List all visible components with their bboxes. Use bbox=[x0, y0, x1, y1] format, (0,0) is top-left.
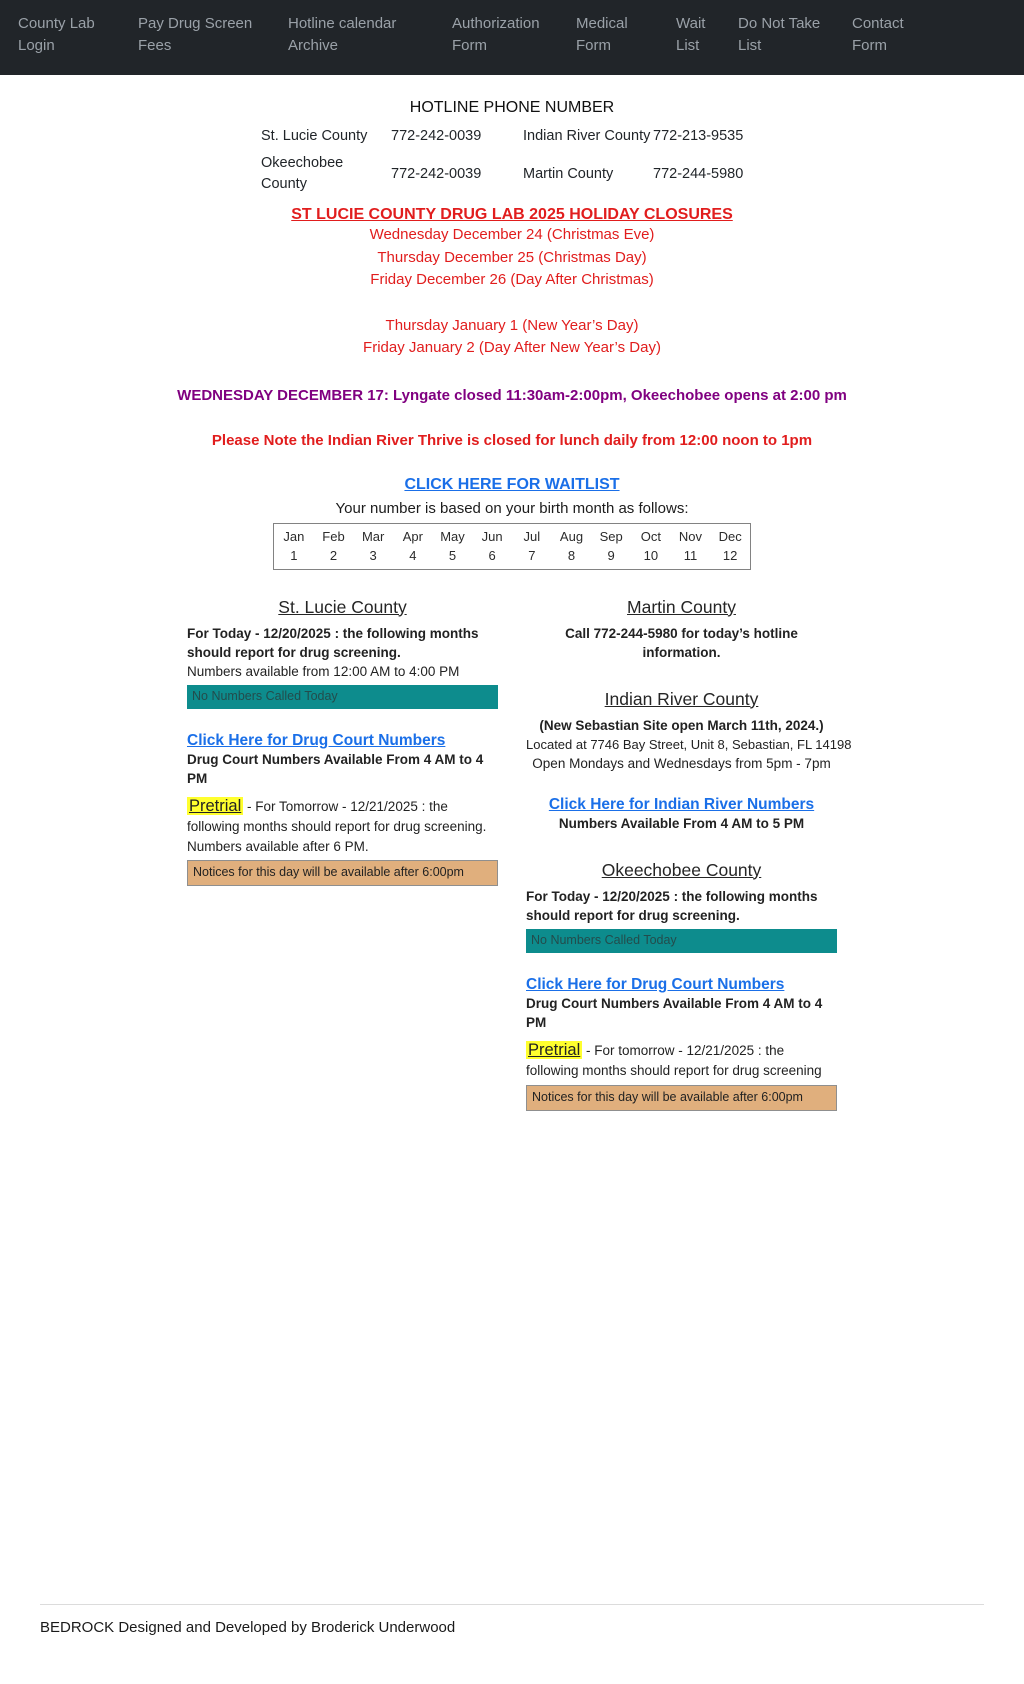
footer-credit: BEDROCK Designed and Developed by Broderick Underwood bbox=[40, 1619, 456, 1636]
closure-line: Wednesday December 24 (Christmas Eve) bbox=[369, 226, 655, 243]
nav-authorization-form[interactable]: Authorization Form bbox=[452, 15, 540, 54]
st-lucie-today-line: For Today - 12/20/2025 : the following months should report for drug screening. bbox=[187, 625, 479, 660]
holiday-closures-section bbox=[0, 206, 1024, 360]
okeechobee-today-line: For Today - 12/20/2025 : the following months should report for drug screening. bbox=[526, 888, 818, 923]
pretrial-highlight: Pretrial bbox=[528, 1040, 581, 1059]
st-lucie-after-line: Numbers available after 6 PM. bbox=[187, 838, 369, 854]
okeechobee-court-hours: Drug Court Numbers Available From 4 AM to 4 PM bbox=[526, 995, 823, 1030]
phone-row-county: Martin County bbox=[523, 165, 614, 182]
st-lucie-column bbox=[187, 596, 498, 1111]
phone-row-number: 772-242-0039 bbox=[391, 165, 482, 182]
nav-hotline-calendar-archive[interactable]: Hotline calendar Archive bbox=[288, 15, 397, 54]
st-lucie-court-hours: Drug Court Numbers Available From 4 AM to 4 PM bbox=[187, 751, 484, 786]
indian-river-hours-line: Numbers Available From 4 AM to 5 PM bbox=[558, 815, 805, 831]
month-cell: Aug bbox=[559, 528, 584, 544]
okeechobee-notice-badge: Notices for this day will be available after 6:00pm bbox=[526, 1085, 837, 1111]
month-number-cell: 11 bbox=[683, 547, 698, 563]
pretrial-text: - For tomorrow - 12/21/2025 : the following months should report for drug screening bbox=[526, 1042, 822, 1078]
okeechobee-heading: Okeechobee County bbox=[601, 859, 762, 880]
nav-pay-drug-screen-fees[interactable]: Pay Drug Screen Fees bbox=[138, 15, 253, 54]
closure-line: Friday December 26 (Day After Christmas) bbox=[370, 271, 654, 288]
okeechobee-body bbox=[526, 887, 837, 1111]
holiday-closures-title: ST LUCIE COUNTY DRUG LAB 2025 HOLIDAY CLOSURES bbox=[291, 206, 733, 223]
month-number-cell: 7 bbox=[528, 547, 536, 563]
nav-do-not-take-list[interactable]: Do Not Take List bbox=[738, 15, 821, 54]
st-lucie-hours-line: Numbers available from 12:00 AM to 4:00 PM bbox=[187, 663, 460, 679]
indian-river-new-site-line: (New Sebastian Site open March 11th, 2024.) bbox=[539, 717, 824, 733]
footer bbox=[40, 1604, 984, 1636]
month-cell: Jun bbox=[481, 528, 503, 544]
month-cell: Oct bbox=[640, 528, 661, 544]
month-number-cell: 4 bbox=[409, 547, 417, 563]
martin-call-line: Call 772-244-5980 for today’s hotline information. bbox=[565, 625, 798, 660]
birth-month-subtitle: Your number is based on your birth month as follows: bbox=[335, 499, 689, 517]
indian-river-numbers-link[interactable]: Click Here for Indian River Numbers bbox=[548, 795, 815, 813]
okeechobee-status-badge: No Numbers Called Today bbox=[526, 929, 837, 953]
phone-row-number: 772-213-9535 bbox=[653, 128, 744, 144]
birth-month-table bbox=[273, 523, 751, 570]
nav-wait-list[interactable]: Wait List bbox=[676, 15, 706, 54]
month-number-cell: 6 bbox=[488, 547, 496, 563]
closure-line: Friday January 2 (Day After New Year’s Day) bbox=[363, 339, 661, 356]
month-cell: May bbox=[440, 528, 465, 544]
right-column bbox=[526, 596, 852, 1111]
county-columns bbox=[187, 596, 852, 1111]
main-content bbox=[0, 75, 1024, 1111]
okeechobee-pretrial-line bbox=[526, 1040, 837, 1081]
okeechobee-drug-court-link[interactable]: Click Here for Drug Court Numbers bbox=[526, 975, 785, 993]
nav-medical-form[interactable]: Medical Form bbox=[576, 15, 628, 54]
month-number-cell: 8 bbox=[567, 547, 576, 563]
hotline-phone-table bbox=[261, 125, 763, 196]
lunch-closure-notice: Please Note the Indian River Thrive is closed for lunch daily from 12:00 noon to 1pm bbox=[211, 431, 813, 449]
pretrial-highlight: Pretrial bbox=[189, 796, 242, 815]
december17-notice: WEDNESDAY DECEMBER 17: Lyngate closed 11:30am-2:00pm, Okeechobee opens at 2:00 pm bbox=[177, 386, 847, 404]
month-number-cell: 9 bbox=[607, 547, 615, 563]
month-cell: Jan bbox=[283, 528, 305, 544]
month-cell: Mar bbox=[361, 528, 385, 544]
month-cell: Dec bbox=[718, 528, 742, 544]
phone-row-county: Indian River County bbox=[523, 128, 651, 144]
st-lucie-heading: St. Lucie County bbox=[278, 596, 407, 617]
month-cell: Apr bbox=[402, 528, 423, 544]
phone-row-county: St. Lucie County bbox=[261, 128, 368, 144]
phone-row-number: 772-242-0039 bbox=[391, 128, 482, 144]
month-number-cell: 12 bbox=[722, 547, 738, 563]
st-lucie-status-badge: No Numbers Called Today bbox=[187, 685, 498, 709]
month-number-cell: 1 bbox=[290, 547, 298, 563]
month-number-cell: 5 bbox=[448, 547, 457, 563]
top-navigation-bar bbox=[0, 0, 1024, 75]
phone-row-county: Okeechobee County bbox=[261, 155, 344, 192]
month-cell: Feb bbox=[322, 528, 345, 544]
month-cell: Jul bbox=[523, 528, 541, 544]
closure-line: Thursday January 1 (New Year’s Day) bbox=[385, 316, 639, 334]
nav-contact-form[interactable]: Contact Form bbox=[852, 15, 904, 54]
hotline-phone-number-title: HOTLINE PHONE NUMBER bbox=[409, 99, 615, 116]
st-lucie-notice-badge: Notices for this day will be available after 6:00pm bbox=[187, 860, 498, 886]
month-number-cell: 10 bbox=[643, 547, 659, 563]
month-number-cell: 2 bbox=[329, 547, 338, 563]
nav-county-lab-login[interactable]: County Lab Login bbox=[18, 15, 95, 54]
indian-river-heading: Indian River County bbox=[604, 688, 759, 709]
martin-heading: Martin County bbox=[627, 596, 736, 617]
month-cell: Nov bbox=[678, 528, 703, 544]
indian-river-address-line: Located at 7746 Bay Street, Unit 8, Sebastian, FL 14198 bbox=[526, 736, 852, 752]
phone-row-number: 772-244-5980 bbox=[653, 165, 744, 182]
st-lucie-pretrial-line bbox=[187, 796, 498, 837]
indian-river-open-line: Open Mondays and Wednesdays from 5pm - 7pm bbox=[532, 755, 831, 771]
waitlist-link[interactable]: CLICK HERE FOR WAITLIST bbox=[404, 475, 620, 493]
st-lucie-drug-court-link[interactable]: Click Here for Drug Court Numbers bbox=[187, 731, 446, 749]
footer-divider bbox=[40, 1604, 984, 1605]
month-number-cell: 3 bbox=[369, 547, 377, 563]
closure-line: Thursday December 25 (Christmas Day) bbox=[377, 248, 647, 266]
pretrial-text: - For Tomorrow - 12/21/2025 : the following months should report for drug screening. bbox=[187, 798, 487, 834]
month-cell: Sep bbox=[599, 528, 623, 544]
